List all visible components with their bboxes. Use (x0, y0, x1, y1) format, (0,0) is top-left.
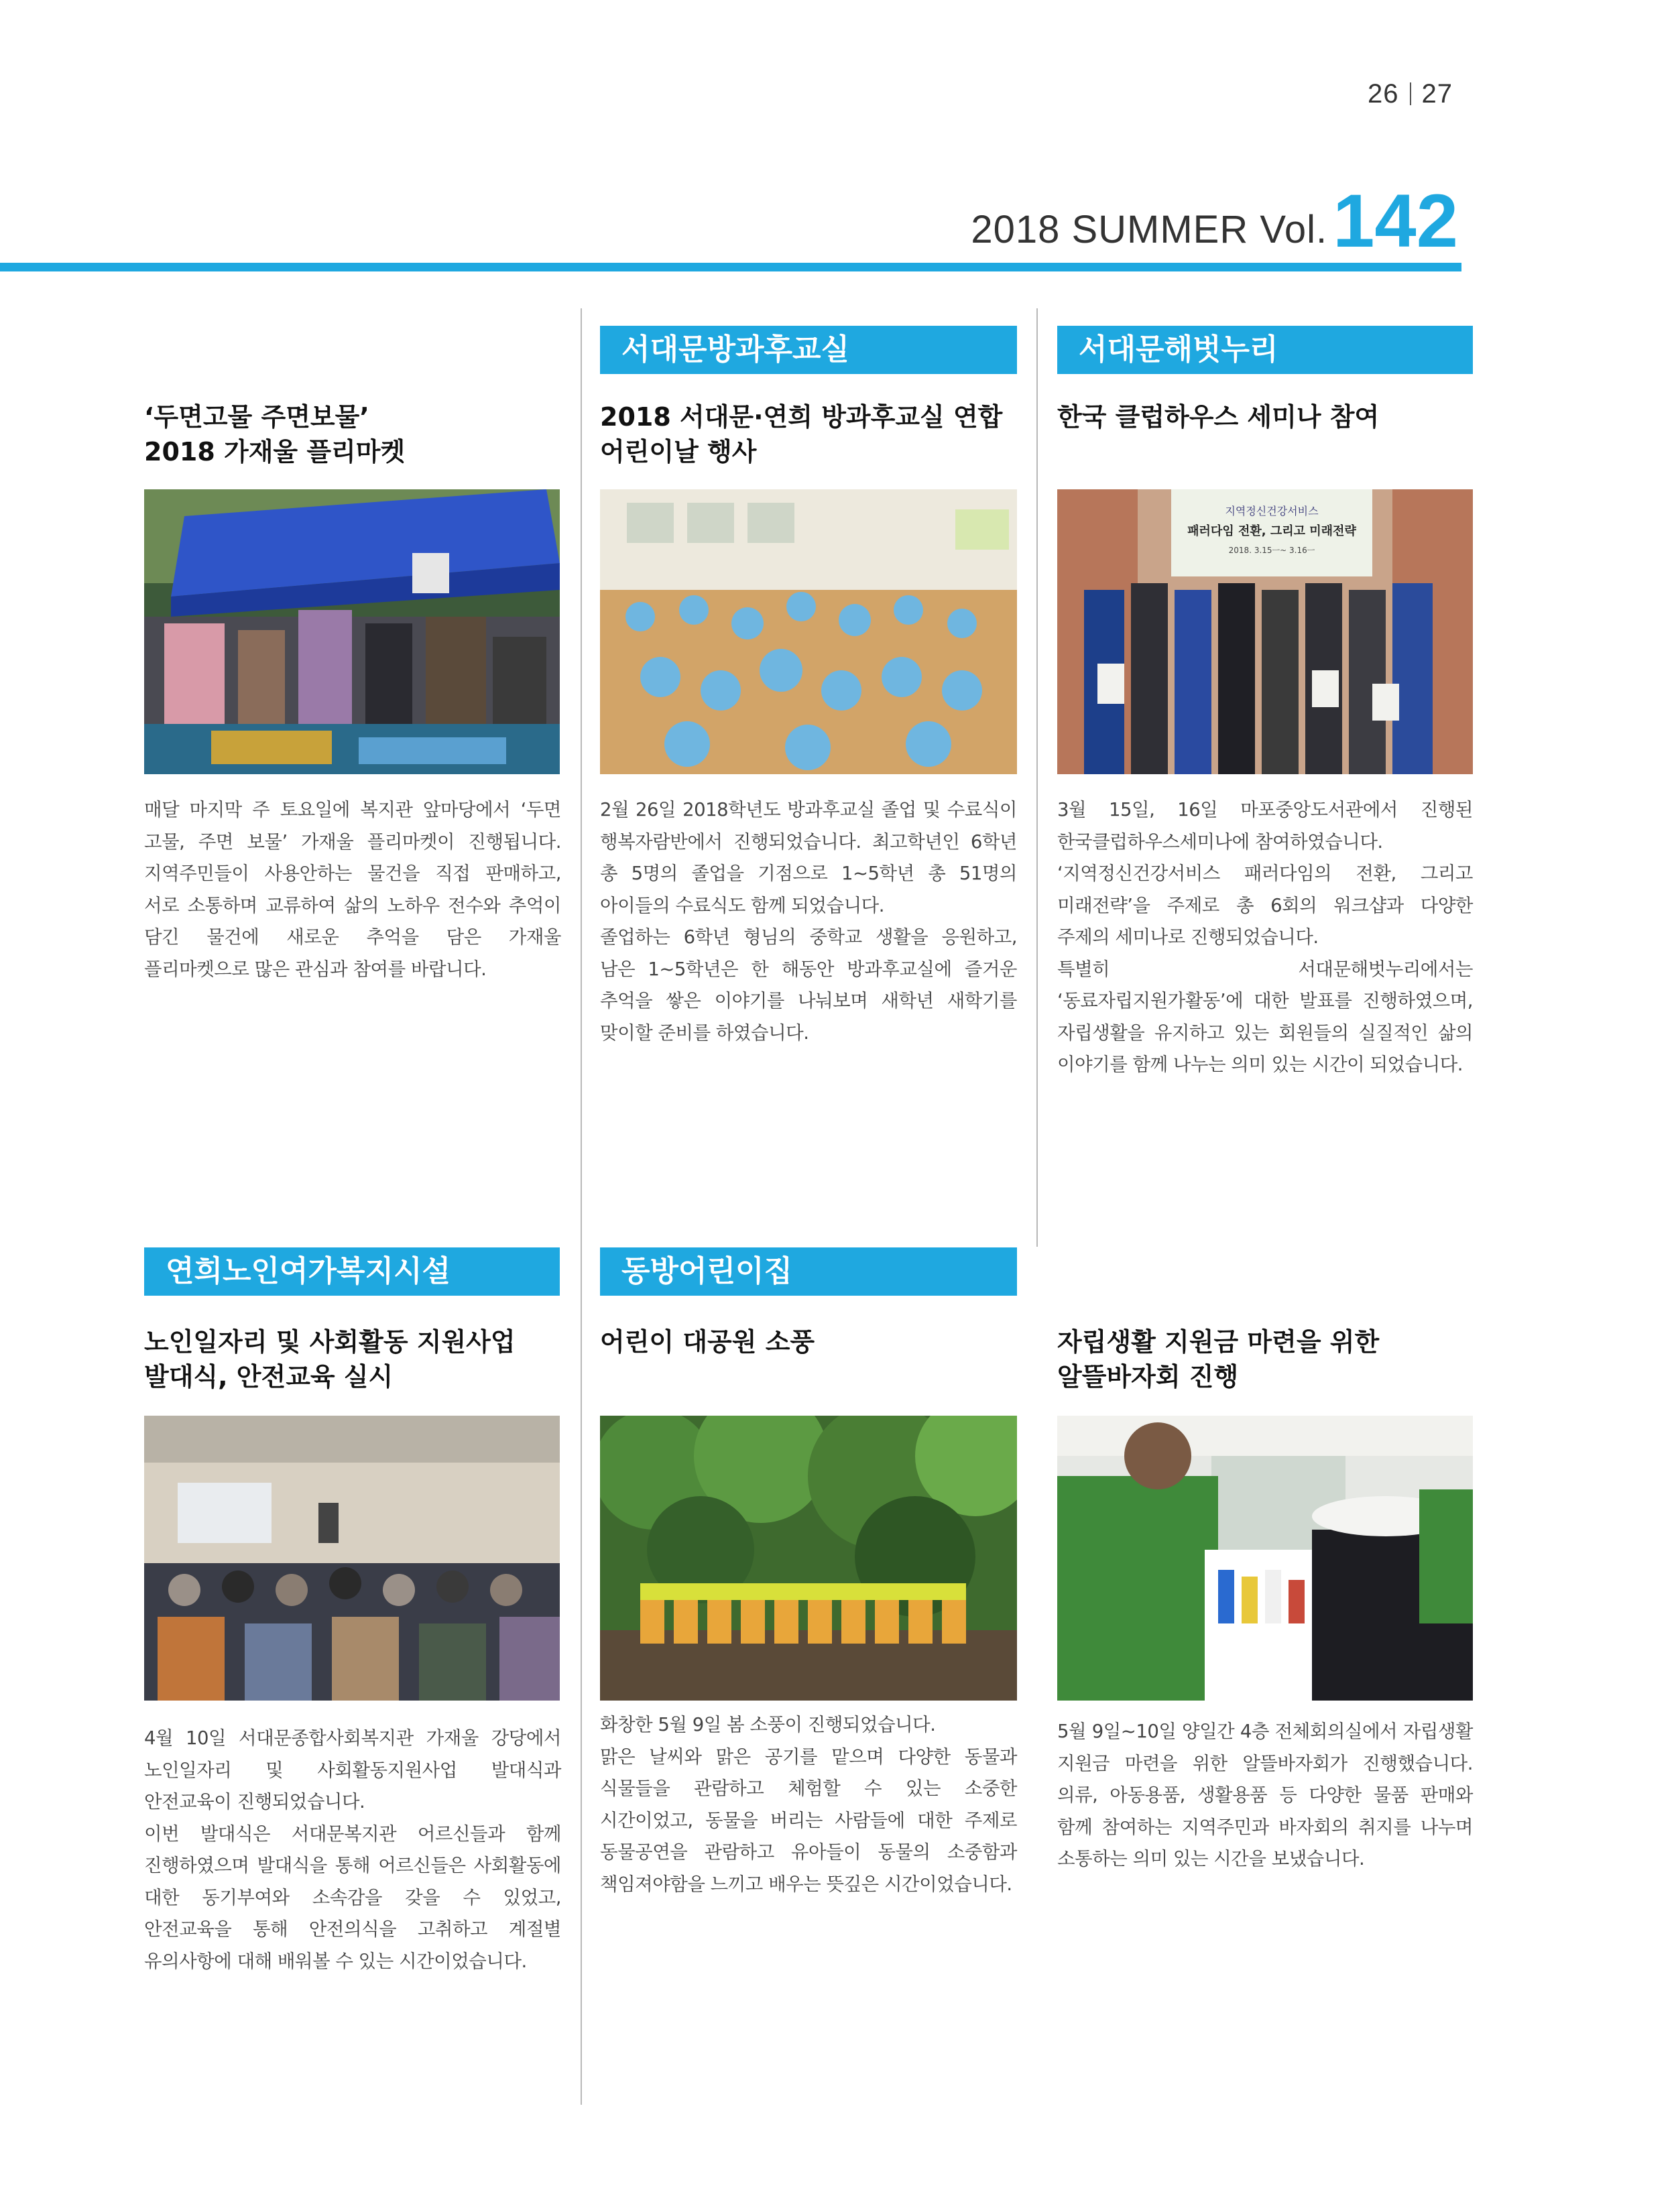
page-number-left: 26 (1368, 79, 1399, 109)
photo-senior-jobs (144, 1416, 560, 1701)
photo-flea-market (144, 489, 560, 774)
body-paragraph: 맑은 날씨와 맑은 공기를 맡으며 다양한 동물과 식물들을 관람하고 체험할 수 있는 소중한 시간이었고, 동물을 버리는 사람들에 대한 주제로 동물공연을 관람하고 유아들이 동물의 소중함과 책임져야함을 느끼고 배우는 뜻깊은 시간이었습니다. (600, 1745, 1017, 1895)
category-tag-dongbang-daycare: 동방어린이집 (600, 1247, 1017, 1296)
issue-number: 142 (1333, 179, 1458, 263)
issue-label (971, 178, 1458, 264)
banner-line: 지역정신건강서비스 (1225, 505, 1319, 517)
body-paragraph: 4월 10일 서대문종합사회복지관 가재울 강당에서 노인일자리 및 사회활동지원사업 발대식과 안전교육이 진행되었습니다. (144, 1727, 561, 1812)
article-body-clubhouse-seminar (1057, 794, 1473, 1081)
article-title-bazaar: 자립생활 지원금 마련을 위한 알뜰바자회 진행 (1057, 1327, 1380, 1392)
page-number-divider (1410, 82, 1411, 105)
body-paragraph: 3월 15일, 16일 마포중앙도서관에서 진행된 한국클럽하우스세미나에 참여하였습니다. (1057, 799, 1473, 853)
issue-season: 2018 SUMMER Vol. (971, 208, 1328, 251)
article-title-clubhouse-seminar: 한국 클럽하우스 세미나 참여 (1057, 402, 1380, 432)
banner-line: 2018. 3.15ㅡ~ 3.16ㅡ (1228, 546, 1315, 555)
article-body-senior-jobs (144, 1723, 561, 1977)
article-body-park-picnic (600, 1709, 1017, 1900)
header-rule (0, 263, 1461, 271)
senior-jobs-image (144, 1416, 560, 1701)
column-divider-1 (581, 308, 582, 2105)
photo-childrens-day (600, 489, 1017, 774)
article-title-childrens-day: 2018 서대문·연희 방과후교실 연합 어린이날 행사 (600, 402, 1003, 467)
photo-park-picnic (600, 1416, 1017, 1701)
article-body-childrens-day (600, 794, 1017, 1049)
article-title-senior-jobs: 노인일자리 및 사회활동 지원사업 발대식, 안전교육 실시 (144, 1327, 516, 1392)
page-number-right: 27 (1421, 79, 1453, 109)
article-body-flea-market (144, 794, 561, 985)
body-paragraph: 이번 발대식은 서대문복지관 어르신들과 함께 진행하였으며 발대식을 통해 어르신들은 사회활동에 대한 동기부여와 소속감을 갖을 수 있었고, 안전교육을 통해 안전의식을 고취하고 계절별 유의사항에 대해 배워볼 수 있는 시간이었습니다. (144, 1823, 561, 1972)
body-paragraph: 매달 마지막 주 토요일에 복지관 앞마당에서 ‘두면 고물, 주면 보물’ 가재울 플리마켓이 진행됩니다. 지역주민들이 사용안하는 물건을 직접 판매하고, 서로 소통하며 교류하여 삶의 노하우 전수와 추억이 담긴 물건에 새로운 추억을 담은 가재울 플리마켓으로 많은 관심과 참여를 바랍니다. (144, 799, 561, 980)
page-numbers (1368, 79, 1453, 109)
body-paragraph: 졸업하는 6학년 형님의 중학교 생활을 응원하고, 남은 1~5학년은 한 해동안 방과후교실에 즐거운 추억을 쌓은 이야기를 나눠보며 새학년 새학기를 맞이할 준비를 하였습니다. (600, 926, 1017, 1044)
body-paragraph: 5월 9일~10일 양일간 4층 전체회의실에서 자립생활 지원금 마련을 위한 알뜰바자회가 진행했습니다. 의류, 아동용품, 생활용품 등 다양한 물품 판매와 함께 참여하는 지역주민과 바자회의 취지를 나누며 소통하는 의미 있는 시간을 보냈습니다. (1057, 1721, 1473, 1869)
category-tag-yeonhui-senior: 연희노인여가복지시설 (144, 1247, 560, 1296)
category-tag-afterschool: 서대문방과후교실 (600, 326, 1017, 374)
childrens-day-image (600, 489, 1017, 774)
flea-market-image (144, 489, 560, 774)
article-title-park-picnic: 어린이 대공원 소풍 (600, 1327, 815, 1357)
park-picnic-image (600, 1416, 1017, 1701)
article-body-bazaar (1057, 1716, 1473, 1876)
category-tag-haebeot: 서대문해벗누리 (1057, 326, 1473, 374)
article-title-flea-market: ‘두면고물 주면보물’ 2018 가재울 플리마켓 (144, 402, 406, 467)
column-divider-2 (1036, 308, 1038, 1247)
bazaar-image (1057, 1416, 1473, 1701)
body-paragraph: 화창한 5월 9일 봄 소풍이 진행되었습니다. (600, 1714, 936, 1735)
body-paragraph: 2월 26일 2018학년도 방과후교실 졸업 및 수료식이 행복자람반에서 진행되었습니다. 최고학년인 6학년 총 5명의 졸업을 기점으로 1~5학년 총 51명의 아이들의 수료식도 함께 되었습니다. (600, 799, 1017, 916)
body-paragraph: ‘지역정신건강서비스 패러다임의 전환, 그리고 미래전략’을 주제로 총 6회의 워크샵과 다양한 주제의 세미나로 진행되었습니다. (1057, 863, 1473, 948)
banner-line: 패러다임 전환, 그리고 미래전략 (1187, 524, 1356, 538)
clubhouse-seminar-image (1057, 489, 1473, 774)
photo-clubhouse-seminar (1057, 489, 1473, 774)
photo-bazaar (1057, 1416, 1473, 1701)
body-paragraph: 특별히 서대문해벗누리에서는 ‘동료자립지원가활동’에 대한 발표를 진행하였으며, 자립생활을 유지하고 있는 회원들의 실질적인 삶의 이야기를 함께 나누는 의미 있는 시간이 되었습니다. (1057, 958, 1473, 1075)
